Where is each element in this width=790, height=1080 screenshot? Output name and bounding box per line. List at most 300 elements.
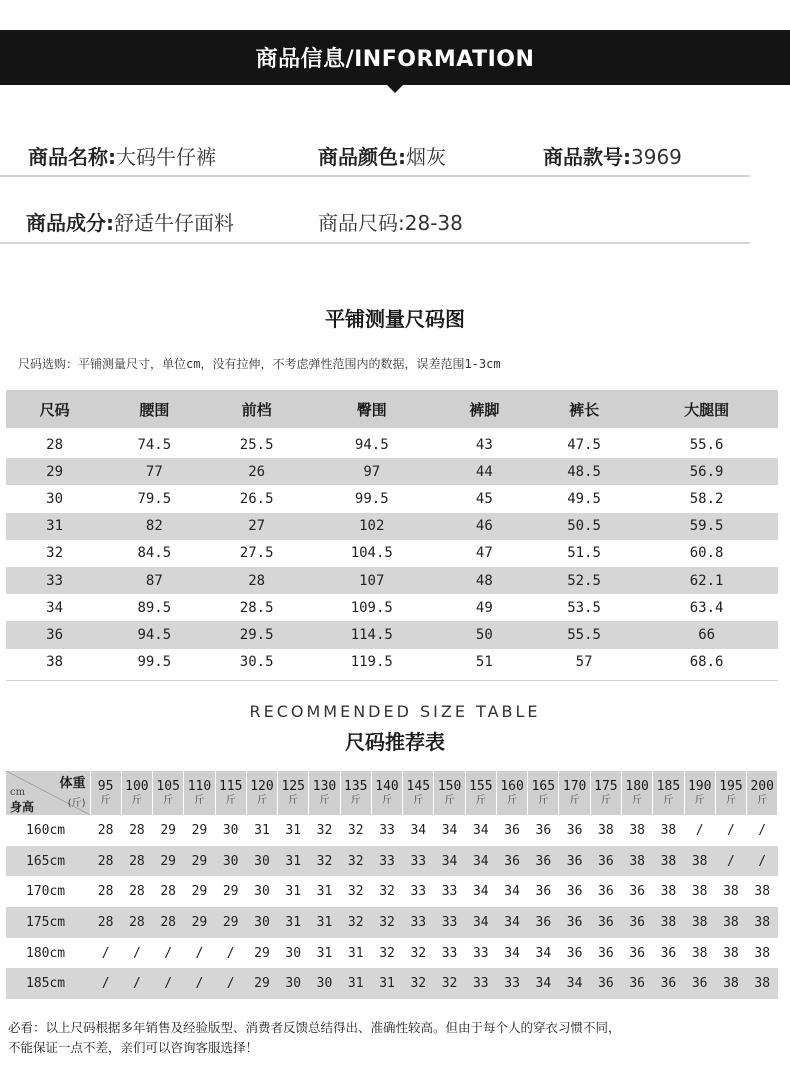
recommend-size-cell: 38 bbox=[691, 945, 708, 961]
weight-unit: 斤 bbox=[194, 795, 205, 806]
size-table-row bbox=[6, 485, 778, 512]
recommend-size-cell: 32 bbox=[340, 846, 371, 877]
recommend-size-cell: 38 bbox=[747, 968, 778, 999]
height-cell: 165cm bbox=[6, 846, 90, 877]
recommend-row bbox=[6, 907, 778, 938]
recommend-title-en: RECOMMENDED SIZE TABLE bbox=[249, 702, 541, 721]
size-header-cell: 腰围 bbox=[103, 390, 205, 430]
recommend-size-cell: / bbox=[132, 945, 141, 961]
size-cell: 30.5 bbox=[239, 654, 274, 671]
size-cell: 87 bbox=[103, 567, 205, 594]
weight-value: 170 bbox=[562, 779, 587, 794]
size-cell: 28 bbox=[205, 567, 307, 594]
recommend-size-cell: 31 bbox=[278, 846, 309, 877]
recommend-table-header bbox=[6, 771, 778, 815]
weight-header-cell bbox=[278, 771, 309, 815]
height-cell: 185cm bbox=[6, 968, 90, 999]
recommend-size-cell: 36 bbox=[590, 846, 621, 877]
recommend-size-cell: 36 bbox=[566, 884, 583, 900]
info-divider-1 bbox=[0, 175, 750, 177]
recommend-size-cell: 34 bbox=[465, 907, 496, 938]
weight-header-cell bbox=[184, 771, 215, 815]
recommend-size-cell: 36 bbox=[559, 846, 590, 877]
weight-unit: 斤 bbox=[538, 795, 549, 806]
recommend-size-cell: 34 bbox=[410, 822, 427, 838]
height-cell: 180cm bbox=[26, 945, 66, 961]
recommend-size-cell: 31 bbox=[371, 968, 402, 999]
recommend-size-cell: 33 bbox=[496, 968, 527, 999]
size-cell: 109.5 bbox=[350, 599, 393, 616]
weight-header-cell bbox=[653, 771, 684, 815]
weight-header-cell bbox=[496, 771, 527, 815]
recommend-size-cell: 32 bbox=[316, 822, 333, 838]
recommend-size-cell: / bbox=[226, 945, 235, 961]
size-header-cell: 裤长 bbox=[533, 390, 635, 430]
weight-header-cell bbox=[90, 771, 121, 815]
recommend-size-cell: 34 bbox=[504, 945, 520, 961]
size-cell: 45 bbox=[475, 490, 493, 507]
info-product-color: 商品颜色:烟灰 bbox=[318, 145, 446, 169]
weight-header-cell bbox=[215, 771, 246, 815]
weight-unit: 斤 bbox=[569, 795, 580, 806]
recommend-size-cell: / bbox=[215, 968, 246, 999]
weight-value: 190 bbox=[687, 779, 712, 794]
recommend-size-cell: 31 bbox=[316, 945, 333, 961]
size-cell: 74.5 bbox=[103, 430, 205, 459]
size-cell: 49 bbox=[475, 599, 493, 616]
recommend-size-cell: 32 bbox=[434, 968, 465, 999]
weight-value: 185 bbox=[656, 779, 681, 794]
recommend-size-cell: 33 bbox=[472, 945, 489, 961]
size-table-header bbox=[6, 390, 778, 430]
size-cell: 25.5 bbox=[205, 430, 307, 459]
recommend-size-cell: 32 bbox=[340, 907, 371, 938]
recommend-size-cell: 33 bbox=[434, 907, 465, 938]
weight-unit: 斤 bbox=[225, 795, 236, 806]
recommend-size-cell: 38 bbox=[622, 846, 653, 877]
size-cell: 29 bbox=[6, 458, 103, 485]
recommend-size-cell: 38 bbox=[691, 884, 708, 900]
size-table-row bbox=[6, 621, 778, 648]
size-cell: 63.4 bbox=[689, 599, 724, 616]
recommend-size-cell: 29 bbox=[246, 968, 277, 999]
weight-value: 115 bbox=[218, 779, 243, 794]
recommend-size-cell: 28 bbox=[90, 846, 121, 877]
recommend-size-cell: 36 bbox=[622, 907, 653, 938]
recommend-size-cell: 38 bbox=[715, 968, 746, 999]
recommend-size-cell: 28 bbox=[129, 884, 145, 900]
footnote-line-2: 不能保证一点不差，亲们可以咨询客服选择！ bbox=[8, 1040, 259, 1055]
recommend-size-cell: 36 bbox=[559, 907, 590, 938]
size-cell: 50 bbox=[436, 621, 533, 648]
weight-unit: 斤 bbox=[131, 795, 142, 806]
size-cell: 44 bbox=[436, 458, 533, 485]
weight-unit: 斤 bbox=[382, 795, 393, 806]
corner-weight-label: 体重 bbox=[59, 776, 86, 791]
recommend-size-cell: 30 bbox=[222, 822, 239, 838]
weight-value: 110 bbox=[187, 779, 212, 794]
recommend-size-cell: 34 bbox=[559, 968, 590, 999]
recommend-size-cell: 33 bbox=[410, 884, 427, 900]
weight-value: 195 bbox=[719, 779, 743, 794]
recommend-size-cell: 29 bbox=[215, 907, 246, 938]
recommend-size-cell: 36 bbox=[622, 968, 653, 999]
recommend-size-cell: 38 bbox=[653, 907, 684, 938]
recommend-size-cell: 31 bbox=[340, 968, 371, 999]
recommend-size-cell: 36 bbox=[598, 884, 614, 900]
size-table-row bbox=[6, 540, 778, 567]
recommend-size-cell: 33 bbox=[379, 822, 395, 838]
weight-unit: 斤 bbox=[663, 795, 674, 806]
weight-value: 105 bbox=[156, 779, 180, 794]
recommend-size-cell: / bbox=[727, 822, 735, 838]
weight-unit: 斤 bbox=[350, 795, 361, 806]
recommend-size-cell: 28 bbox=[160, 884, 176, 900]
recommend-size-cell: 34 bbox=[535, 945, 552, 961]
recommend-size-cell: 30 bbox=[278, 968, 309, 999]
weight-unit: 斤 bbox=[632, 795, 643, 806]
size-cell: 62.1 bbox=[635, 567, 778, 594]
size-cell: 66 bbox=[635, 621, 778, 648]
size-cell: 51.5 bbox=[567, 545, 601, 562]
size-cell: 48.5 bbox=[533, 458, 635, 485]
recommend-size-cell: 36 bbox=[684, 968, 715, 999]
recommend-size-cell: 31 bbox=[278, 907, 309, 938]
recommend-row bbox=[6, 968, 778, 999]
recommend-size-cell: 33 bbox=[403, 907, 434, 938]
recommend-size-cell: 38 bbox=[723, 945, 739, 961]
weight-value: 200 bbox=[750, 779, 774, 794]
recommend-size-cell: 30 bbox=[215, 846, 246, 877]
weight-value: 145 bbox=[406, 779, 431, 794]
recommend-row bbox=[6, 938, 778, 969]
size-cell: 30 bbox=[46, 490, 63, 507]
corner-weight-unit: (斤) bbox=[67, 798, 86, 809]
weight-unit: 斤 bbox=[288, 795, 299, 806]
weight-header-cell bbox=[747, 771, 778, 815]
recommend-size-cell: 31 bbox=[285, 884, 302, 900]
size-cell: 36 bbox=[6, 621, 103, 648]
recommend-size-cell: 33 bbox=[371, 846, 402, 877]
size-header-cell: 前档 bbox=[205, 390, 307, 430]
weight-value: 130 bbox=[312, 779, 337, 794]
size-cell: 102 bbox=[308, 513, 436, 540]
recommend-size-cell: 31 bbox=[316, 884, 333, 900]
size-table-row bbox=[6, 458, 778, 485]
footnote bbox=[8, 1018, 784, 1058]
weight-value: 95 bbox=[97, 779, 114, 794]
size-cell: 114.5 bbox=[308, 621, 436, 648]
size-cell: 82 bbox=[103, 513, 205, 540]
size-cell: 89.5 bbox=[137, 599, 172, 616]
weight-unit: 斤 bbox=[507, 795, 518, 806]
weight-value: 165 bbox=[531, 779, 556, 794]
recommend-size-cell: 32 bbox=[347, 822, 364, 838]
weight-header-cell bbox=[715, 771, 746, 815]
recommend-size-cell: 38 bbox=[684, 907, 715, 938]
weight-unit: 斤 bbox=[319, 795, 330, 806]
size-cell: 26 bbox=[205, 458, 307, 485]
recommend-size-cell: 28 bbox=[97, 822, 114, 838]
recommend-size-cell: / bbox=[153, 968, 184, 999]
size-cell: 53.5 bbox=[567, 599, 601, 616]
corner-cm-label: cm bbox=[10, 787, 26, 798]
size-table-bottom-line bbox=[6, 680, 778, 681]
size-cell: 28 bbox=[6, 430, 103, 459]
recommend-size-cell: 33 bbox=[441, 945, 458, 961]
recommend-size-cell: / bbox=[715, 846, 746, 877]
weight-header-cell bbox=[309, 771, 340, 815]
weight-header-cell bbox=[153, 771, 184, 815]
weight-header-cell bbox=[528, 771, 559, 815]
info-product-code: 商品款号:3969 bbox=[543, 145, 682, 169]
size-cell: 50.5 bbox=[533, 513, 635, 540]
weight-header-cell bbox=[465, 771, 496, 815]
size-chart-table bbox=[6, 390, 778, 676]
recommend-size-cell: 36 bbox=[566, 945, 583, 961]
recommend-size-cell: 30 bbox=[309, 968, 340, 999]
info-divider-2 bbox=[0, 242, 750, 244]
recommend-size-cell: 36 bbox=[590, 907, 621, 938]
recommend-size-cell: 36 bbox=[535, 884, 552, 900]
recommend-size-cell: 36 bbox=[590, 968, 621, 999]
recommend-size-cell: / bbox=[164, 945, 173, 961]
recommend-size-cell: 30 bbox=[285, 945, 302, 961]
recommend-size-cell: 28 bbox=[97, 884, 114, 900]
weight-header-cell bbox=[559, 771, 590, 815]
size-cell: 28.5 bbox=[239, 599, 274, 616]
size-cell: 49.5 bbox=[567, 490, 601, 507]
recommend-size-cell: 28 bbox=[121, 907, 152, 938]
weight-value: 125 bbox=[281, 779, 305, 794]
weight-header-cell bbox=[622, 771, 653, 815]
size-cell: 47 bbox=[475, 545, 493, 562]
size-table-row bbox=[6, 430, 778, 459]
size-cell: 97 bbox=[308, 458, 436, 485]
recommend-size-cell: 38 bbox=[629, 822, 645, 838]
size-cell: 29.5 bbox=[205, 621, 307, 648]
size-cell: 48 bbox=[436, 567, 533, 594]
info-material: 商品成分:舒适牛仔面料 bbox=[26, 211, 234, 235]
recommend-size-cell: 32 bbox=[371, 907, 402, 938]
size-table-row bbox=[6, 567, 778, 594]
recommend-size-cell: 29 bbox=[191, 822, 208, 838]
size-cell: 33 bbox=[6, 567, 103, 594]
recommend-corner-cell bbox=[6, 771, 90, 815]
size-cell: 79.5 bbox=[137, 490, 172, 507]
recommend-row bbox=[6, 846, 778, 877]
recommend-size-cell: 33 bbox=[441, 884, 458, 900]
recommend-size-cell: 36 bbox=[660, 945, 677, 961]
weight-value: 150 bbox=[437, 779, 462, 794]
weight-unit: 斤 bbox=[694, 795, 705, 806]
recommend-size-cell: 31 bbox=[285, 822, 302, 838]
weight-value: 140 bbox=[375, 779, 399, 794]
weight-unit: 斤 bbox=[757, 795, 768, 806]
recommend-size-cell: 32 bbox=[403, 968, 434, 999]
recommend-size-cell: 34 bbox=[441, 822, 458, 838]
size-cell: 104.5 bbox=[350, 545, 393, 562]
recommend-size-cell: 38 bbox=[754, 884, 771, 900]
size-cell: 31 bbox=[6, 513, 103, 540]
size-header-cell: 尺码 bbox=[6, 390, 103, 430]
recommend-size-cell: 36 bbox=[528, 907, 559, 938]
size-cell: 43 bbox=[436, 430, 533, 459]
size-cell: 27 bbox=[205, 513, 307, 540]
recommend-size-cell: 34 bbox=[434, 846, 465, 877]
weight-header-cell bbox=[246, 771, 277, 815]
weight-value: 155 bbox=[469, 779, 493, 794]
size-chart-note: 尺码选购：平铺测量尺寸，单位cm，没有拉伸，不考虑弹性范围内的数据，误差范围1-3cm bbox=[18, 357, 501, 371]
recommend-size-cell: 29 bbox=[153, 846, 184, 877]
size-cell: 32 bbox=[46, 545, 63, 562]
info-product-name: 商品名称:大码牛仔裤 bbox=[28, 145, 216, 169]
size-cell: 60.8 bbox=[689, 545, 724, 562]
size-cell: 52.5 bbox=[533, 567, 635, 594]
size-cell: 119.5 bbox=[350, 654, 393, 671]
weight-unit: 斤 bbox=[444, 795, 455, 806]
info-size-range: 商品尺码:28-38 bbox=[318, 211, 463, 235]
recommend-size-cell: 30 bbox=[246, 907, 277, 938]
recommend-size-cell: 28 bbox=[121, 846, 152, 877]
recommend-size-cell: 31 bbox=[347, 945, 364, 961]
size-header-cell: 臀围 bbox=[308, 390, 436, 430]
size-cell: 56.9 bbox=[635, 458, 778, 485]
weight-header-cell bbox=[403, 771, 434, 815]
weight-value: 135 bbox=[344, 779, 368, 794]
size-cell: 94.5 bbox=[308, 430, 436, 459]
recommend-size-cell: 38 bbox=[747, 907, 778, 938]
recommend-size-cell: 30 bbox=[254, 884, 270, 900]
recommend-size-cell: 28 bbox=[129, 822, 145, 838]
recommend-size-cell: 36 bbox=[629, 884, 645, 900]
weight-value: 100 bbox=[125, 779, 149, 794]
size-table-row bbox=[6, 649, 778, 676]
size-cell: 55.5 bbox=[533, 621, 635, 648]
weight-header-cell bbox=[371, 771, 402, 815]
size-cell: 68.6 bbox=[689, 654, 724, 671]
size-cell: 84.5 bbox=[137, 545, 172, 562]
size-cell: 59.5 bbox=[635, 513, 778, 540]
recommend-size-cell: / bbox=[747, 846, 778, 877]
size-cell: 94.5 bbox=[103, 621, 205, 648]
weight-unit: 斤 bbox=[413, 795, 424, 806]
weight-value: 180 bbox=[625, 779, 649, 794]
recommend-title-cn: 尺码推荐表 bbox=[345, 730, 445, 754]
weight-value: 160 bbox=[500, 779, 524, 794]
recommend-size-cell: 28 bbox=[153, 907, 184, 938]
height-cell: 160cm bbox=[26, 822, 66, 838]
recommend-size-cell: 32 bbox=[379, 945, 395, 961]
recommend-size-cell: 34 bbox=[472, 822, 489, 838]
recommend-size-cell: 33 bbox=[403, 846, 434, 877]
weight-unit: 斤 bbox=[600, 795, 611, 806]
size-cell: 99.5 bbox=[354, 490, 389, 507]
recommend-size-cell: 29 bbox=[222, 884, 239, 900]
recommend-size-cell: 36 bbox=[504, 822, 520, 838]
size-chart-title: 平铺测量尺码图 bbox=[325, 307, 465, 331]
recommend-size-cell: 34 bbox=[528, 968, 559, 999]
recommend-table bbox=[6, 771, 778, 999]
size-cell: 58.2 bbox=[689, 490, 724, 507]
recommend-size-cell: 38 bbox=[660, 822, 677, 838]
height-cell: 170cm bbox=[26, 884, 66, 900]
header-title: 商品信息/INFORMATION bbox=[255, 47, 535, 72]
size-table-row bbox=[6, 513, 778, 540]
recommend-size-cell: 33 bbox=[465, 968, 496, 999]
size-cell: 77 bbox=[103, 458, 205, 485]
recommend-size-cell: 28 bbox=[90, 907, 121, 938]
recommend-size-cell: 38 bbox=[598, 822, 614, 838]
weight-header-cell bbox=[684, 771, 715, 815]
recommend-size-cell: 36 bbox=[653, 968, 684, 999]
size-cell: 51 bbox=[475, 654, 493, 671]
recommend-size-cell: 34 bbox=[472, 884, 489, 900]
recommend-size-cell: 32 bbox=[309, 846, 340, 877]
recommend-size-cell: / bbox=[90, 968, 121, 999]
recommend-size-cell: / bbox=[101, 945, 110, 961]
recommend-size-cell: 34 bbox=[504, 884, 520, 900]
recommend-size-cell: 29 bbox=[254, 945, 270, 961]
recommend-size-cell: 38 bbox=[684, 846, 715, 877]
recommend-size-cell: 36 bbox=[496, 846, 527, 877]
size-cell: 46 bbox=[436, 513, 533, 540]
weight-unit: 斤 bbox=[163, 795, 174, 806]
size-cell: 55.6 bbox=[635, 430, 778, 459]
recommend-size-cell: 32 bbox=[347, 884, 364, 900]
weight-header-cell bbox=[121, 771, 152, 815]
recommend-row bbox=[6, 876, 778, 907]
weight-unit: 斤 bbox=[475, 795, 486, 806]
size-cell: 34 bbox=[46, 599, 63, 616]
size-cell: 107 bbox=[308, 567, 436, 594]
recommend-row bbox=[6, 815, 778, 846]
recommend-size-cell: 34 bbox=[496, 907, 527, 938]
recommend-size-cell: 36 bbox=[535, 822, 552, 838]
info-row-2 bbox=[0, 207, 790, 247]
recommend-size-cell: 34 bbox=[465, 846, 496, 877]
recommend-size-cell: / bbox=[758, 822, 767, 838]
recommend-size-cell: 38 bbox=[660, 884, 677, 900]
weight-header-cell bbox=[340, 771, 371, 815]
recommend-size-cell: / bbox=[695, 822, 704, 838]
recommend-size-cell: 29 bbox=[191, 884, 208, 900]
recommend-size-cell: 38 bbox=[653, 846, 684, 877]
size-cell: 38 bbox=[46, 654, 63, 671]
header-bar bbox=[0, 30, 790, 85]
recommend-size-cell: 29 bbox=[160, 822, 176, 838]
recommend-size-cell: 32 bbox=[410, 945, 427, 961]
recommend-size-cell: 29 bbox=[184, 846, 215, 877]
recommend-size-cell: 30 bbox=[246, 846, 277, 877]
size-cell: 57 bbox=[575, 654, 593, 671]
recommend-size-cell: 36 bbox=[528, 846, 559, 877]
recommend-size-cell: 36 bbox=[566, 822, 583, 838]
weight-unit: 斤 bbox=[100, 795, 111, 806]
recommend-size-cell: 29 bbox=[184, 907, 215, 938]
weight-value: 120 bbox=[250, 779, 274, 794]
size-table-row bbox=[6, 594, 778, 621]
recommend-size-cell: 31 bbox=[254, 822, 270, 838]
weight-header-cell bbox=[590, 771, 621, 815]
corner-height-label: 身高 bbox=[10, 800, 35, 814]
recommend-size-cell: / bbox=[184, 968, 215, 999]
recommend-size-cell: 31 bbox=[309, 907, 340, 938]
recommend-size-cell: 36 bbox=[629, 945, 645, 961]
recommend-size-cell: 38 bbox=[715, 907, 746, 938]
weight-value: 175 bbox=[594, 779, 618, 794]
weight-unit: 斤 bbox=[725, 795, 736, 806]
